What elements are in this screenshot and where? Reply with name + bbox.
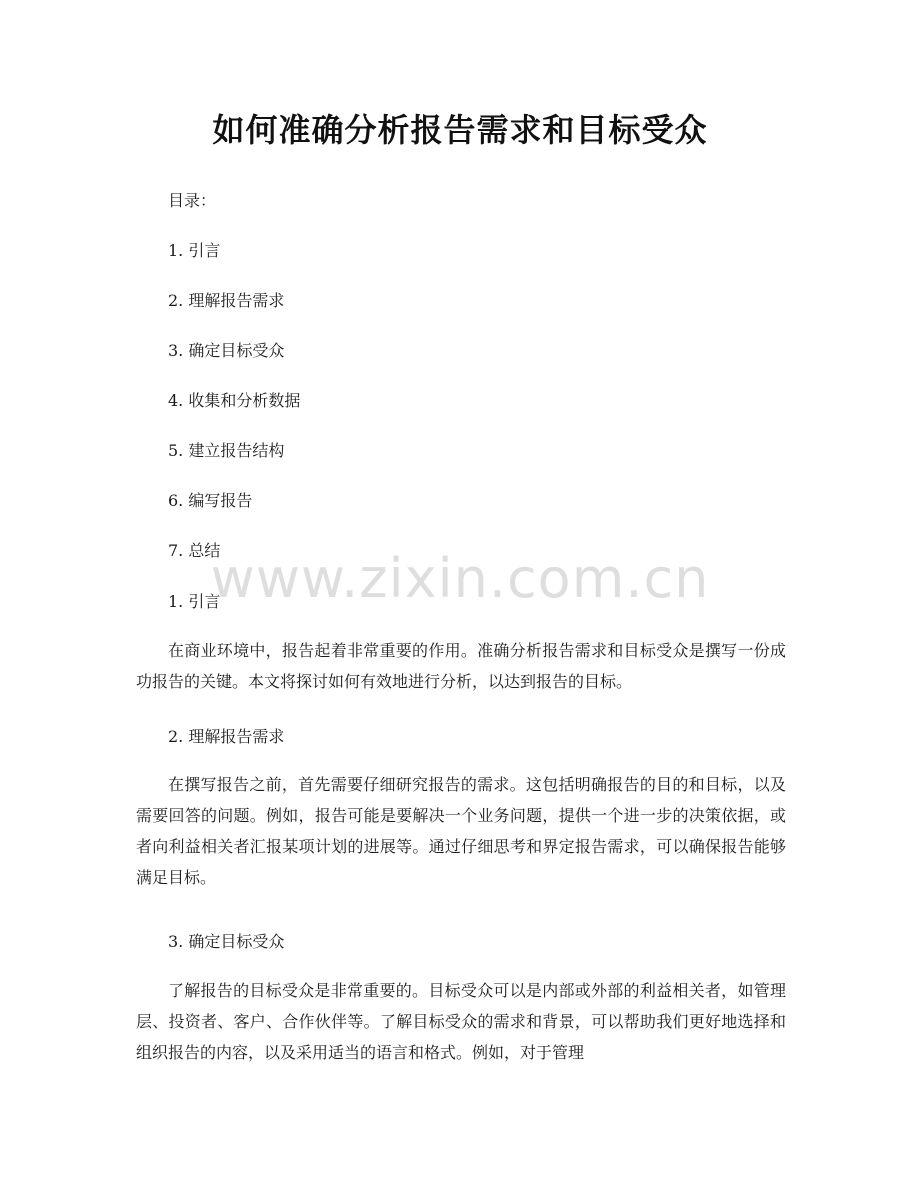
toc-item: 1. 引言 — [168, 241, 221, 260]
toc-item: 2. 理解报告需求 — [168, 291, 285, 310]
toc-heading: 目录： — [168, 191, 217, 210]
section-heading: 2. 理解报告需求 — [168, 727, 285, 746]
document-title: 如何准确分析报告需求和目标受众 — [212, 111, 708, 149]
toc-item: 5. 建立报告结构 — [168, 441, 285, 460]
toc-item: 6. 编写报告 — [168, 491, 253, 510]
toc-item: 3. 确定目标受众 — [168, 341, 285, 360]
section-body: 了解报告的目标受众是非常重要的。目标受众可以是内部或外部的利益相关者，如管理层、投资者、客户、合作伙伴等。了解目标受众的需求和背景，可以帮助我们更好地选择和组织报告的内容，以及采用适当的语言和格式。例如，对于管理 — [136, 981, 786, 1062]
section-body: 在商业环境中，报告起着非常重要的作用。准确分析报告需求和目标受众是撰写一份成功报告的关键。本文将探讨如何有效地进行分析，以达到报告的目标。 — [136, 641, 786, 691]
toc-item: 7. 总结 — [168, 541, 221, 560]
watermark-text: www.zixin.com.cn — [210, 547, 710, 610]
section-body: 在撰写报告之前，首先需要仔细研究报告的需求。这包括明确报告的目的和目标，以及需要回答的问题。例如，报告可能是要解决一个业务问题，提供一个进一步的决策依据，或者向利益相关者汇报某项计划的进展等。通过仔细思考和界定报告需求，可以确保报告能够满足目标。 — [136, 775, 786, 887]
section-heading: 1. 引言 — [168, 592, 221, 611]
toc-item: 4. 收集和分析数据 — [168, 391, 301, 410]
section-heading: 3. 确定目标受众 — [168, 932, 285, 951]
